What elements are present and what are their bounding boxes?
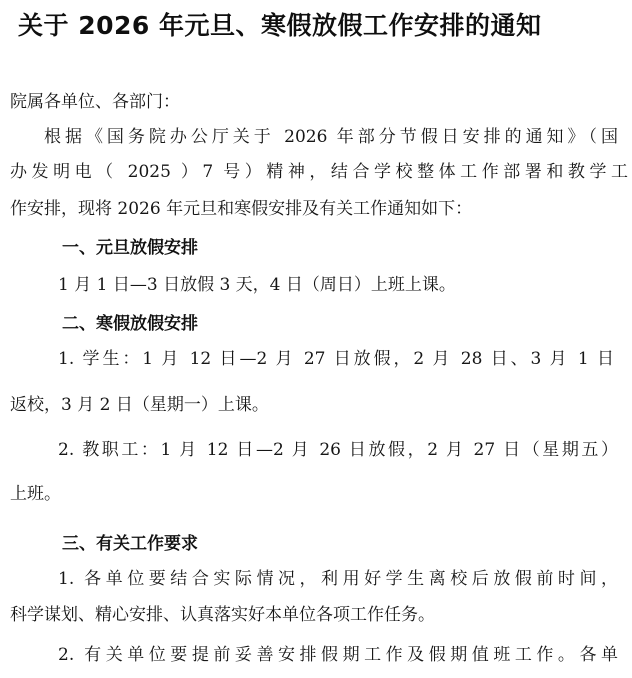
document-title: 关于 2026 年元旦、寒假放假工作安排的通知 [18,11,542,40]
intro-line-2: 办发明电（ 2025 ）7 号）精神，结合学校整体工作部署和教学工 [10,162,628,182]
salutation: 院属各单位、各部门： [10,92,180,112]
section-3-heading: 三、有关工作要求 [62,534,198,554]
section-2-item-1-line-1: 1. 学生：1 月 12 日—2 月 27 日放假，2 月 28 日、3 月 1 日 [58,349,614,369]
section-2-item-1-line-2: 返校，3 月 2 日（星期一）上课。 [10,395,269,415]
section-2-heading: 二、寒假放假安排 [62,314,198,334]
section-3-item-2-line-1: 2. 有关单位要提前妥善安排假期工作及假期值班工作。各单 [58,645,618,665]
section-1-heading: 一、元旦放假安排 [62,238,198,258]
section-2-item-2-line-1: 2. 教职工：1 月 12 日—2 月 26 日放假，2 月 27 日（星期五） [58,440,618,460]
intro-line-1: 根据《国务院办公厅关于 2026 年部分节假日安排的通知》（国 [44,127,618,147]
intro-line-3: 作安排，现将 2026 年元旦和寒假安排及有关工作通知如下： [10,199,473,219]
section-1-line-1: 1 月 1 日—3 日放假 3 天，4 日（周日）上班上课。 [58,275,456,295]
section-2-item-2-line-2: 上班。 [10,484,61,504]
section-3-item-1-line-2: 科学谋划、精心安排、认真落实好本单位各项工作任务。 [10,605,435,625]
section-3-item-1-line-1: 1. 各单位要结合实际情况，利用好学生离校后放假前时间， [58,569,618,589]
